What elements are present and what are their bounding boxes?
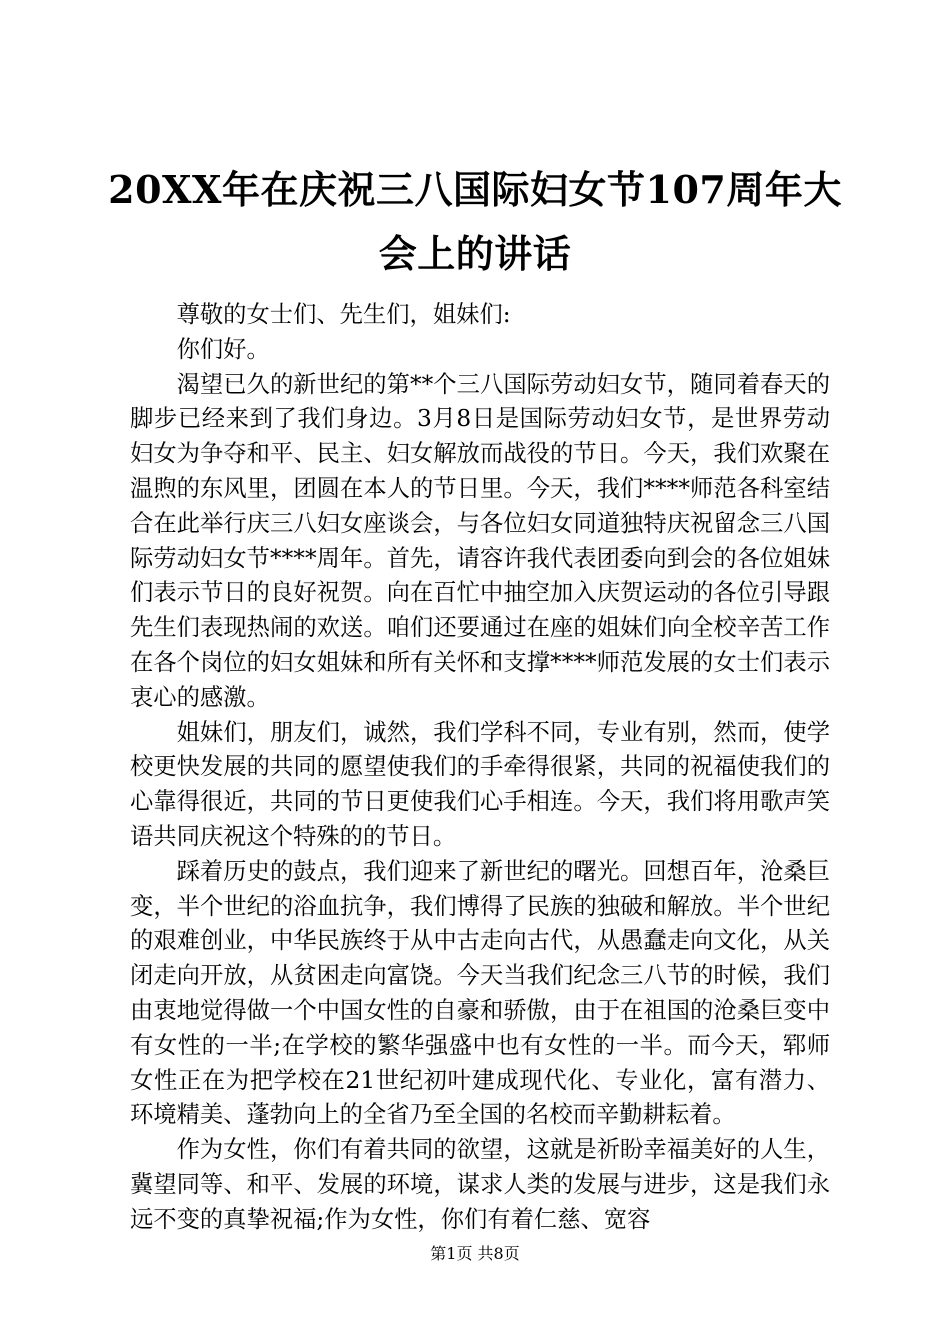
salutation-paragraph: 尊敬的女士们、先生们，姐妹们: bbox=[176, 301, 511, 328]
page-footer: 第1页 共8页 bbox=[430, 1244, 520, 1263]
document-body bbox=[130, 298, 830, 1238]
document-title: 20XX年在庆祝三八国际妇女节107周年大会上的讲话 bbox=[108, 167, 842, 276]
body-paragraph: 踩着历史的鼓点，我们迎来了新世纪的曙光。回想百年，沧桑巨变，半个世纪的浴血抗争，我们博得了民族的独破和解放。半个世纪的艰难创业，中华民族终于从中古走向古代，从愚蠢走向文化，从关闭走向开放，从贫困走向富饶。今天当我们纪念三八节的时候，我们由衷地觉得做一个中国女性的自豪和骄傲，由于在祖国的沧桑巨变中有女性的一半;在学校的繁华强盛中也有女性的一半。而今天，郓师女性正在为把学校在21世纪初叶建成现代化、专业化，富有潜力、环境精美、蓬勃向上的全省乃至全国的名校而辛勤耕耘着。 bbox=[130, 857, 830, 1129]
body-paragraph: 作为女性，你们有着共同的欲望，这就是祈盼幸福美好的人生，冀望同等、和平、发展的环境，谋求人类的发展与进步，这是我们永远不变的真挚祝福;作为女性，你们有着仁慈、宽容 bbox=[130, 1136, 830, 1233]
body-paragraph: 渴望已久的新世纪的第**个三八国际劳动妇女节，随同着春天的脚步已经来到了我们身边。3月8日是国际劳动妇女节，是世界劳动妇女为争夺和平、民主、妇女解放而战役的节日。今天，我们欢聚在温煦的东风里，团圆在本人的节日里。今天，我们****师范各科室结合在此举行庆三八妇女座谈会，与各位妇女同道独特庆祝留念三八国际劳动妇女节****周年。首先，请容许我代表团委向到会的各位姐妹们表示节日的良好祝贺。向在百忙中抽空加入庆贺运动的各位引导跟先生们表现热闹的欢送。咱们还要通过在座的姐妹们向全校辛苦工作在各个岗位的妇女姐妹和所有关怀和支撑****师范发展的女士们表示衷心的感激。 bbox=[130, 370, 830, 711]
greeting-paragraph: 你们好。 bbox=[176, 335, 270, 363]
body-paragraph: 姐妹们，朋友们，诚然，我们学科不同，专业有别，然而，使学校更快发展的共同的愿望使我们的手牵得很紧，共同的祝福使我们的心靠得很近，共同的节日更使我们心手相连。今天，我们将用歌声笑语共同庆祝这个特殊的的节日。 bbox=[130, 718, 830, 850]
